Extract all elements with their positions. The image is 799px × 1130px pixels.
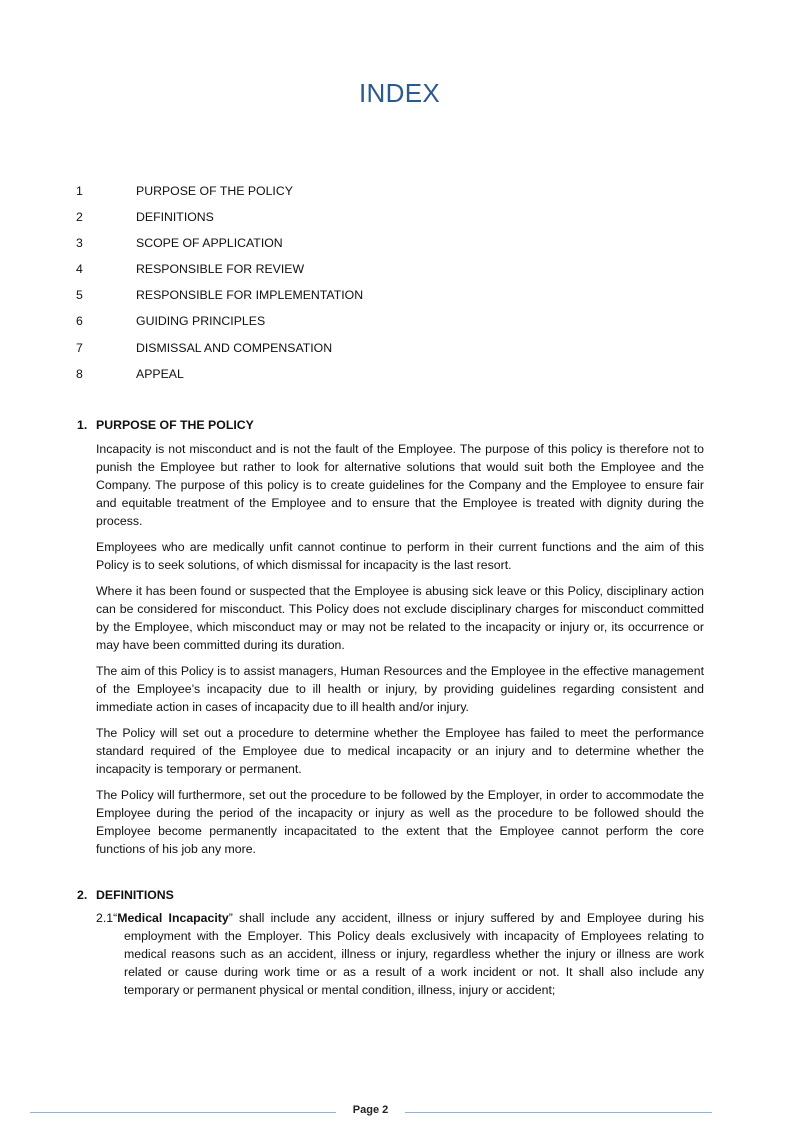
toc-entry-label: GUIDING PRINCIPLES [136, 314, 266, 329]
toc-entry-label: DISMISSAL AND COMPENSATION [136, 340, 333, 355]
toc-entry [76, 184, 676, 210]
toc-entry-label: PURPOSE OF THE POLICY [136, 184, 293, 198]
definition-text: ” shall include any accident, illness or injury suffered by and Employee during his employment with the Employer. This Policy deals exclusively with incapacity of Employees relating to medical reasons such as an accident, illness or injury, regardless whether the injury or illness are work related or cause during work time or as a result of a work incident or not. It shall also include any temporary or permanent physical or mental condition, illness, injury or accident; [124, 911, 704, 997]
document-body [77, 418, 704, 999]
toc-entry-number: 5 [76, 288, 83, 303]
section-heading [77, 888, 704, 902]
section-title: DEFINITIONS [96, 888, 174, 902]
toc-entry-number: 7 [76, 340, 83, 355]
toc-entry [76, 236, 676, 262]
footer-rule-left [30, 1112, 336, 1113]
definition-term: Medical Incapacity [117, 911, 229, 925]
page-footer [30, 1104, 712, 1120]
page-title: INDEX [359, 78, 440, 108]
page-number: Page 2 [352, 1104, 389, 1116]
paragraph: Employees who are medically unfit cannot continue to perform in their current functions and the aim of this Policy is to seek solutions, of which dismissal for incapacity is the last resort. [96, 540, 704, 572]
paragraph: The aim of this Policy is to assist managers, Human Resources and the Employee in the effective management of the Employee’s incapacity due to ill health or injury, by providing guidelines regarding consistent and immediate action in cases of incapacity due to ill health and/or injury. [96, 664, 704, 714]
toc-entry [76, 314, 676, 340]
toc-entry-number: 3 [76, 236, 83, 251]
footer-rule-right [405, 1112, 712, 1113]
toc-entry-label: RESPONSIBLE FOR IMPLEMENTATION [136, 288, 364, 303]
toc-entry [76, 288, 676, 314]
paragraph: The Policy will furthermore, set out the procedure to be followed by the Employer, in order to accommodate the Employee during the period of the incapacity or injury as well as the procedure to be followed should the Employee become permanently incapacitated to the extent that the Employee cannot perform the core functions of his job any more. [96, 788, 704, 856]
toc-entry-number: 2 [76, 210, 83, 225]
paragraph: The Policy will set out a procedure to determine whether the Employee has failed to meet the performance standard required of the Employee due to medical incapacity or an injury and to determine whether the incapacity is temporary or permanent. [96, 726, 704, 776]
paragraph: Where it has been found or suspected that the Employee is abusing sick leave or this Policy, disciplinary action can be considered for misconduct. This Policy does not exclude disciplinary charges for misconduct committed by the Employee, which misconduct may or may not be related to the incapacity or injury or, its occurrence or may have been committed during its duration. [96, 584, 704, 652]
toc-entry [76, 210, 676, 236]
toc-entry-number: 6 [76, 314, 83, 329]
toc-entry-number: 1 [76, 184, 83, 198]
toc-entry [76, 262, 676, 288]
section-number: 2. [77, 888, 88, 902]
paragraph: Incapacity is not misconduct and is not the fault of the Employee. The purpose of this policy is therefore not to punish the Employee but rather to look for alternative solutions that would suit both the Employee and the Company. The purpose of this policy is to create guidelines for the Company and the Employee to ensure fair and equitable treatment of the Employee and to ensure that the Employee is treated with dignity during the process. [96, 442, 704, 528]
toc-entry [76, 341, 676, 367]
definition-prefix: 2.1“ [96, 911, 118, 925]
table-of-contents [76, 184, 676, 393]
toc-entry-label: DEFINITIONS [136, 210, 214, 225]
section-number: 1. [77, 418, 88, 432]
section-heading [77, 418, 704, 432]
toc-entry-label: SCOPE OF APPLICATION [136, 236, 283, 251]
toc-entry-label: APPEAL [136, 366, 184, 381]
toc-entry-number: 4 [76, 262, 83, 277]
toc-entry-label: RESPONSIBLE FOR REVIEW [136, 262, 305, 277]
toc-entry-number: 8 [76, 366, 83, 381]
section-title: PURPOSE OF THE POLICY [96, 418, 254, 432]
toc-entry [76, 367, 676, 393]
definition-item [96, 909, 704, 999]
